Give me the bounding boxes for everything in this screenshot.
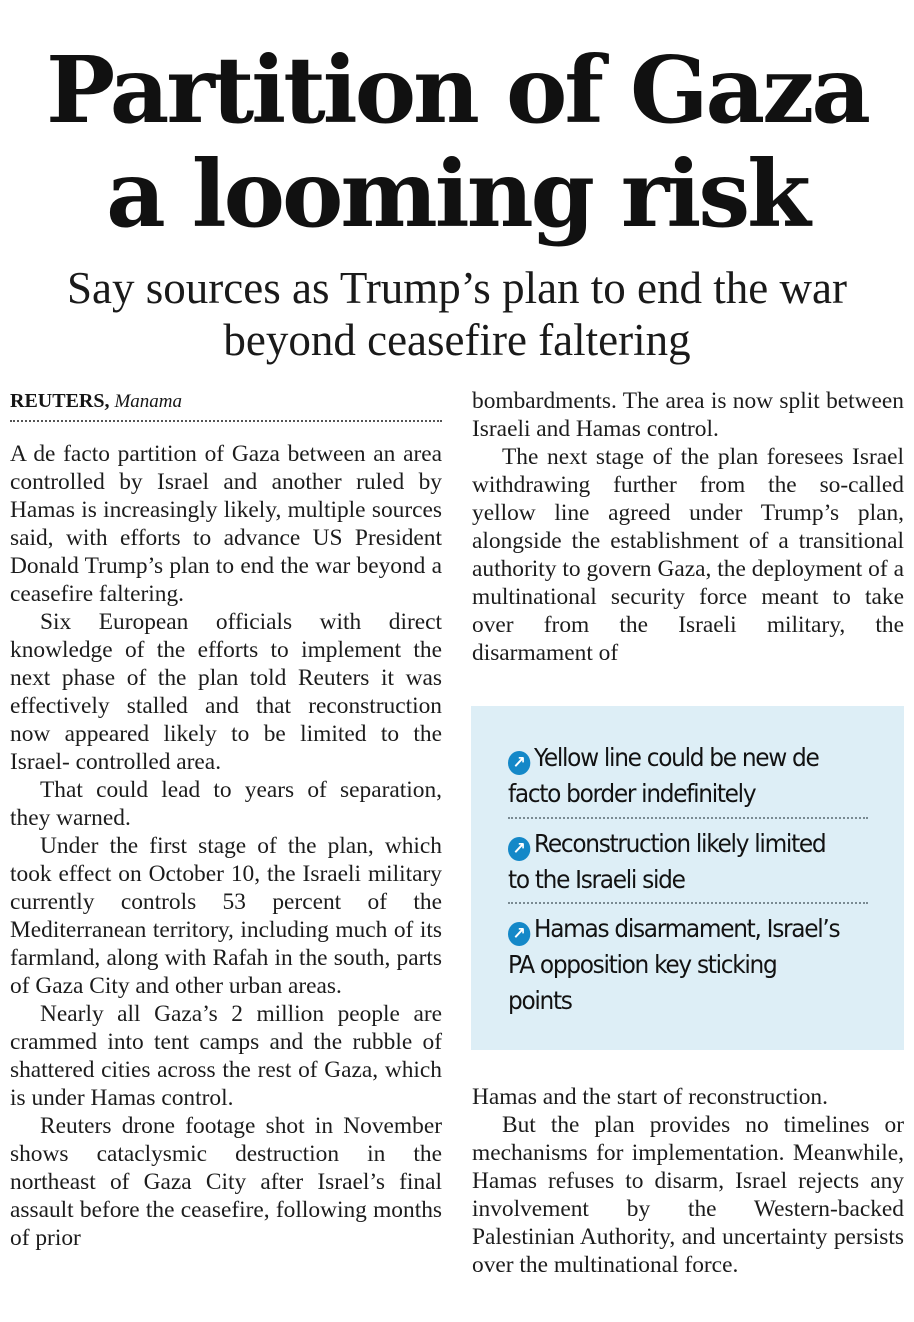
headline-line-1: Partition of Gaza — [46, 36, 868, 144]
article-paragraph: Nearly all Gaza’s 2 million people are crammed into tent camps and the rubble of shattered cities across the rest of Gaza, which is under Hamas control. — [10, 1001, 442, 1111]
article-paragraph: Under the first stage of the plan, which took effect on October 10, the Israeli military currently controls 53 percent of the Mediterranean territory, including much of its farmland, along with Rafah in the south, parts of Gaza City and other urban areas. — [10, 833, 442, 999]
byline-location: Manama — [114, 391, 183, 412]
callout-divider — [508, 817, 868, 819]
arrow-circle-icon: ↗ — [508, 922, 530, 946]
article-paragraph: Reuters drone footage shot in November shows cataclysmic destruction in the northeast of Gaza City after Israel’s final assault before the ceasefire, following months of prior — [10, 1113, 442, 1251]
article-paragraph: But the plan provides no timelines or mechanisms for implementation. Meanwhile, Hamas refuses to disarm, Israel rejects any involvement by the Western-backed Palestinian Authority, and uncertainty persists over the multinational force. — [472, 1112, 904, 1278]
callout-item-text: Reconstruction likely limited to the Israeli side — [508, 829, 826, 894]
article-paragraph: Six European officials with direct knowledge of the efforts to implement the next phase of the plan told Reuters it was effectively stalled and that reconstruction now appeared likely to be limited to the Israel- controlled area. — [10, 609, 442, 775]
callout-divider — [508, 902, 868, 904]
arrow-circle-icon: ↗ — [508, 751, 530, 775]
headline — [0, 38, 914, 246]
byline-agency: REUTERS, — [10, 390, 110, 412]
article-column-right-bottom — [472, 1083, 904, 1279]
subheadline-line-2: beyond ceasefire faltering — [223, 315, 691, 365]
article-column-right-top — [472, 387, 904, 667]
callout-item — [508, 826, 843, 898]
callout-item-text: Hamas disarmament, Israel’s PA opposition key sticking points — [508, 914, 840, 1015]
subheadline-line-1: Say sources as Trump’s plan to end the war — [67, 263, 847, 313]
callout-item — [508, 740, 843, 812]
byline — [10, 388, 442, 422]
key-points-callout — [471, 706, 904, 1050]
subheadline — [0, 262, 914, 366]
headline-line-2: a looming risk — [106, 140, 808, 248]
callout-item — [508, 911, 843, 1019]
arrow-circle-icon: ↗ — [508, 837, 530, 861]
callout-item-text: Yellow line could be new de facto border indefinitely — [508, 743, 819, 808]
article-paragraph: The next stage of the plan foresees Israel withdrawing further from the so-called yellow line agreed under Trump’s plan, alongside the establishment of a transitional authority to govern Gaza, the deployment of a multinational security force meant to take over from the Israeli military, the disarmament of — [472, 444, 904, 666]
article-column-left — [10, 440, 442, 1252]
article-paragraph-continued: Hamas and the start of reconstruction. — [472, 1084, 828, 1110]
article-paragraph-continued: bombardments. The area is now split between Israeli and Hamas control. — [472, 388, 904, 442]
article-paragraph: A de facto partition of Gaza between an area controlled by Israel and another ruled by Hamas is increasingly likely, multiple sources said, with efforts to advance US President Donald Trump’s plan to end the war beyond a ceasefire faltering. — [10, 441, 442, 607]
article-paragraph: That could lead to years of separation, they warned. — [10, 777, 442, 831]
